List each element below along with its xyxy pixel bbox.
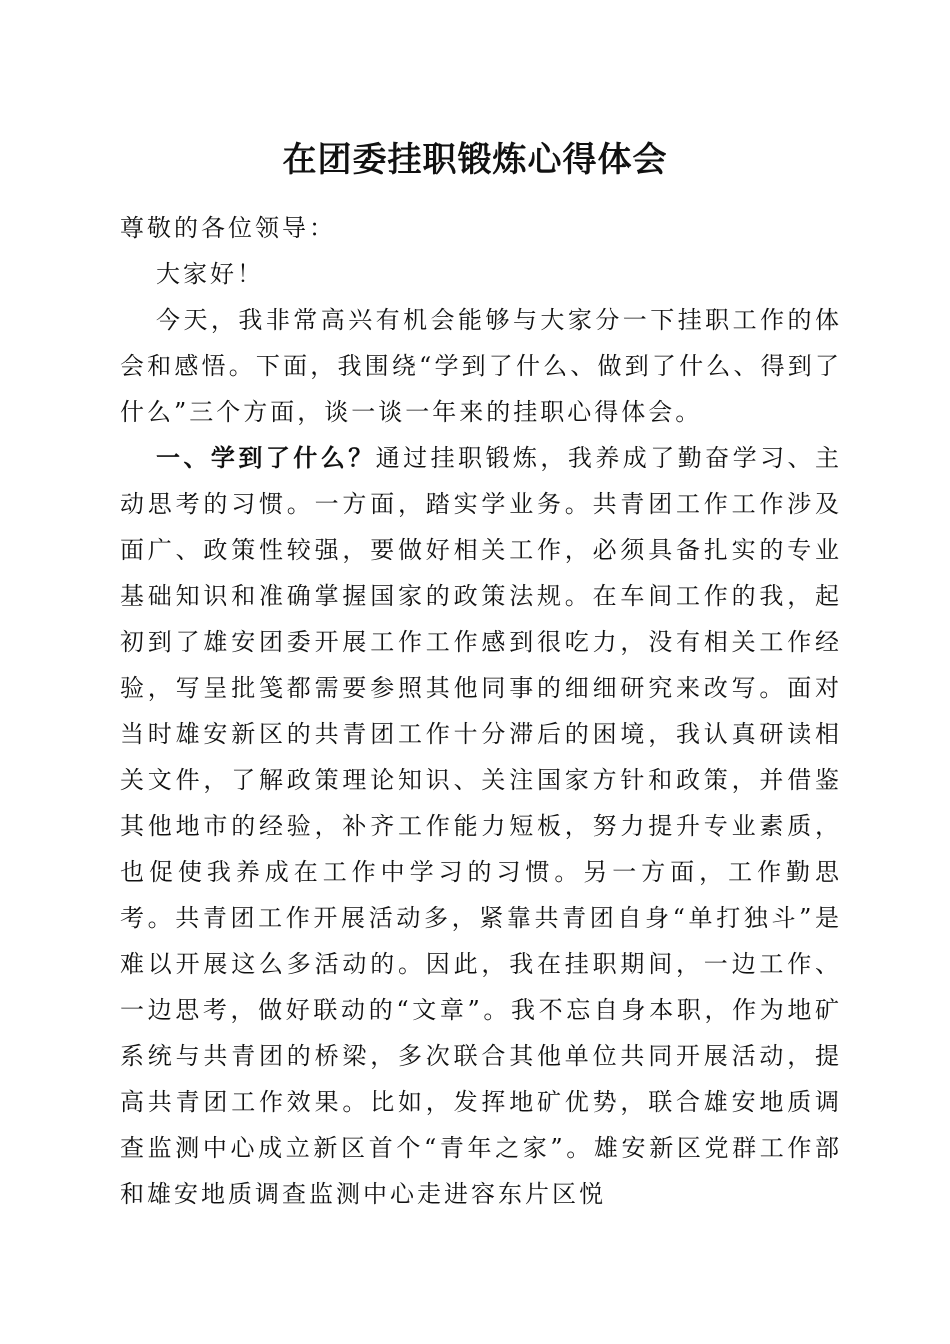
section-1-text: 通过挂职锻炼，我养成了勤奋学习、主动思考的习惯。一方面，踏实学业务。共青团工作工作涉及面广、政策性较强，要做好相关工作，必须具备扎实的专业基础知识和准确掌握国家的政策法规。在车间工作的我，起初到了雄安团委开展工作工作感到很吃力，没有相关工作经验，写呈批笺都需要参照其他同事的细细研究来改写。面对当时雄安新区的共青团工作十分滞后的困境，我认真研读相关文件，了解政策理论知识、关注国家方针和政策，并借鉴其他地市的经验，补齐工作能力短板，努力提升专业素质，也促使我养成在工作中学习的习惯。另一方面，工作勤思考。共青团工作开展活动多，紧靠共青团自身“单打独斗”是难以开展这么多活动的。因此，我在挂职期间，一边工作、一边思考，做好联动的“文章”。我不忘自身本职，作为地矿系统与共青团的桥梁，多次联合其他单位共同开展活动，提高共青团工作效果。比如，发挥地矿优势，联合雄安地质调查监测中心成立新区首个“青年之家”。雄安新区党群工作部和雄安地质调查监测中心走进容东片区悦 (120, 444, 843, 1208)
document-title: 在团委挂职锻炼心得体会 (282, 140, 668, 180)
section-1-paragraph (120, 435, 842, 1217)
section-1-heading: 一、学到了什么？ (156, 444, 376, 472)
salutation: 尊敬的各位领导： (120, 214, 336, 242)
intro-paragraph: 今天，我非常高兴有机会能够与大家分一下挂职工作的体会和感悟。下面，我围绕“学到了什么、做到了什么、得到了什么”三个方面，谈一谈一年来的挂职心得体会。 (120, 306, 842, 426)
greeting: 大家好！ (156, 260, 264, 288)
document-body (120, 205, 842, 1217)
